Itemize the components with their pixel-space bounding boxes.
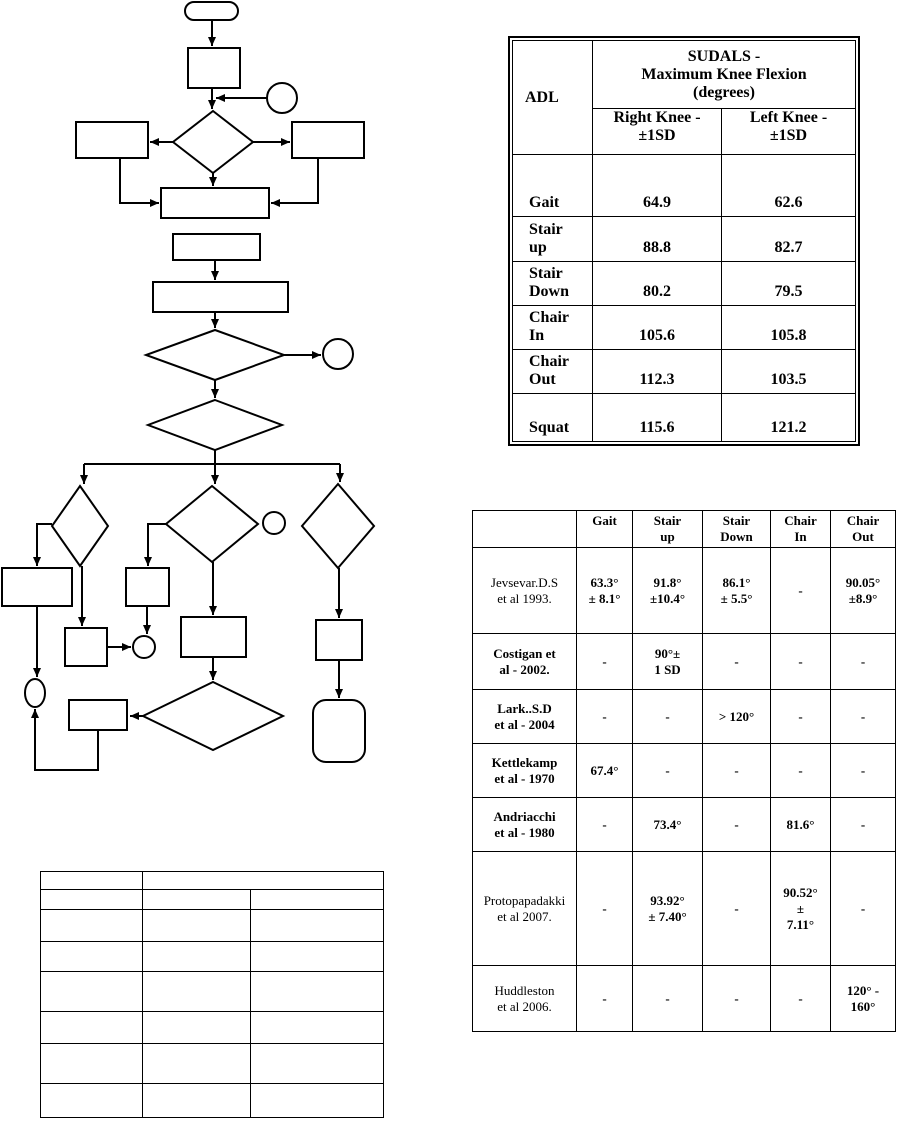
value-line: ±8.9° <box>848 590 878 606</box>
table-row <box>473 966 896 1032</box>
value-cell <box>633 690 703 744</box>
activity-label: Stair <box>529 220 563 238</box>
empty-cell <box>41 1044 143 1084</box>
flowchart-connector <box>323 339 353 369</box>
value-line: - <box>798 990 803 1006</box>
empty-cell <box>143 910 251 942</box>
reference-cell <box>473 798 577 852</box>
activity-label: Stair <box>529 264 563 282</box>
flowchart-process-box <box>316 620 362 660</box>
value-line: ± <box>796 900 805 916</box>
table-row <box>513 155 856 217</box>
value-cell <box>771 548 831 634</box>
right-knee-value: 88.8 <box>593 217 722 261</box>
reference-line: Kettlekamp <box>491 754 558 770</box>
left-knee-header <box>722 109 856 155</box>
reference-line: et al 2007. <box>497 908 552 924</box>
activity-cell <box>513 217 593 261</box>
right-knee-header-line: Right Knee - <box>613 109 701 127</box>
activity-label: Gait <box>529 194 560 212</box>
flowchart-process-box <box>76 122 148 158</box>
left-knee-value: 103.5 <box>722 349 856 393</box>
sudals-knee-flexion-table <box>512 40 856 442</box>
value-line: - <box>602 653 607 669</box>
value-cell <box>633 744 703 798</box>
flowchart-connector <box>25 679 45 707</box>
value-cell <box>577 966 633 1032</box>
value-cell <box>831 852 896 966</box>
activity-label: Down <box>529 282 570 300</box>
right-knee-value: 112.3 <box>593 349 722 393</box>
value-cell <box>771 798 831 852</box>
column-header <box>577 511 633 548</box>
value-line: ± 5.5° <box>720 590 753 606</box>
value-cell <box>577 548 633 634</box>
reference-line: Andriacchi <box>493 808 556 824</box>
left-knee-value: 79.5 <box>722 261 856 305</box>
empty-cell <box>41 972 143 1012</box>
value-cell <box>703 634 771 690</box>
reference-cell <box>473 966 577 1032</box>
value-cell <box>831 548 896 634</box>
value-line: ± 8.1° <box>588 590 621 606</box>
value-line: - <box>602 708 607 724</box>
flowchart-connector <box>133 636 155 658</box>
right-knee-value: 64.9 <box>593 155 722 217</box>
column-header <box>771 511 831 548</box>
value-cell <box>703 966 771 1032</box>
left-knee-header-line: Left Knee - <box>749 109 828 127</box>
activity-cell <box>513 349 593 393</box>
flowchart-connector <box>267 83 297 113</box>
activity-cell <box>513 393 593 441</box>
sudals-table-body <box>513 155 856 442</box>
value-line: - <box>860 708 866 724</box>
value-line: - <box>798 762 803 778</box>
empty-cell <box>251 972 384 1012</box>
reference-line: et al - 1980 <box>494 824 555 840</box>
value-cell <box>831 690 896 744</box>
value-cell <box>703 852 771 966</box>
value-line: - <box>734 653 739 669</box>
flowchart-process-box <box>2 568 72 606</box>
table-row <box>473 548 896 634</box>
value-cell <box>831 966 896 1032</box>
column-header-line: Stair <box>653 513 682 528</box>
value-cell <box>577 798 633 852</box>
value-line: - <box>602 816 607 832</box>
blank-table <box>40 871 384 1118</box>
reference-line: Lark..S.D <box>497 700 552 716</box>
table-row <box>513 393 856 441</box>
table-row <box>473 852 896 966</box>
sudals-header-line: Maximum Knee Flexion <box>641 65 807 83</box>
empty-cell <box>41 890 143 910</box>
column-header-line: Chair <box>846 513 880 528</box>
activity-cell <box>513 261 593 305</box>
table-row <box>473 744 896 798</box>
value-cell <box>703 548 771 634</box>
flowchart-decision <box>143 682 283 750</box>
flowchart-decision <box>173 111 253 173</box>
empty-cell <box>41 1012 143 1044</box>
literature-table-header-row <box>473 511 896 548</box>
flowchart-decision <box>52 486 108 566</box>
empty-cell <box>143 972 251 1012</box>
empty-cell <box>41 910 143 942</box>
table-row <box>41 910 384 942</box>
value-line: 63.3° <box>590 574 619 590</box>
literature-table-body <box>473 548 896 1032</box>
value-line: - <box>734 900 739 916</box>
value-line: ± 7.40° <box>648 908 687 924</box>
flowchart-connector <box>263 512 285 534</box>
value-cell <box>633 852 703 966</box>
value-cell <box>703 690 771 744</box>
flowchart-decision <box>166 486 258 562</box>
reference-line: Costigan et <box>493 645 556 661</box>
table-row <box>41 1084 384 1118</box>
right-knee-header <box>593 109 722 155</box>
adl-header: ADL <box>513 41 593 155</box>
value-cell <box>633 548 703 634</box>
table-row <box>41 972 384 1012</box>
column-header-line: Gait <box>592 513 617 528</box>
table-row <box>41 1012 384 1044</box>
flowchart-decision <box>148 400 282 450</box>
value-line: 73.4° <box>653 816 682 832</box>
value-line: 90.05° <box>845 574 881 590</box>
activity-cell <box>513 155 593 217</box>
table-row <box>473 634 896 690</box>
value-cell <box>577 744 633 798</box>
reference-line: Protopapadakki <box>483 892 566 908</box>
reference-cell <box>473 690 577 744</box>
left-knee-value: 62.6 <box>722 155 856 217</box>
reference-line: Jevsevar.D.S <box>490 574 559 590</box>
value-line: - <box>860 762 866 778</box>
value-line: 160° <box>850 998 876 1014</box>
flowchart-decision <box>302 484 374 568</box>
empty-cell <box>143 872 384 890</box>
table-row <box>513 305 856 349</box>
activity-label: In <box>529 326 545 344</box>
flowchart-process-box <box>161 188 269 218</box>
value-line: - <box>665 990 670 1006</box>
value-line: - <box>602 990 607 1006</box>
column-header <box>831 511 896 548</box>
value-cell <box>633 798 703 852</box>
flowchart-process-box <box>126 568 169 606</box>
reference-line: Huddleston <box>494 982 555 998</box>
value-cell <box>703 744 771 798</box>
column-header-line: Chair <box>784 513 817 528</box>
table-row <box>513 217 856 261</box>
flowchart-process-box <box>65 628 107 666</box>
empty-cell <box>41 1084 143 1118</box>
column-header <box>473 511 577 548</box>
value-cell <box>577 852 633 966</box>
value-line: - <box>602 900 607 916</box>
reference-cell <box>473 744 577 798</box>
value-line: ±10.4° <box>649 590 686 606</box>
literature-comparison-table <box>472 510 896 1032</box>
value-line: 120° - <box>846 982 880 998</box>
right-knee-value: 115.6 <box>593 393 722 441</box>
flowchart-process-box <box>153 282 288 312</box>
value-cell <box>771 690 831 744</box>
reference-cell <box>473 634 577 690</box>
table-row <box>41 1044 384 1084</box>
empty-cell <box>251 942 384 972</box>
value-line: - <box>734 816 739 832</box>
activity-label: Chair <box>529 308 569 326</box>
value-line: - <box>860 653 866 669</box>
column-header-line: Stair <box>722 513 751 528</box>
flowchart-decision <box>146 330 284 380</box>
right-knee-value: 80.2 <box>593 261 722 305</box>
value-line: - <box>860 900 866 916</box>
activity-cell <box>513 305 593 349</box>
reference-line: et al - 1970 <box>494 770 555 786</box>
empty-cell <box>251 1084 384 1118</box>
flowchart-start-terminal <box>185 2 238 20</box>
value-line: 90°± <box>654 645 681 661</box>
reference-cell <box>473 852 577 966</box>
value-line: 91.8° <box>653 574 682 590</box>
reference-line: et al - 2004 <box>494 716 555 732</box>
flowchart-process-box <box>69 700 127 730</box>
value-line: > 120° <box>718 708 755 724</box>
value-cell <box>771 634 831 690</box>
flowchart <box>0 0 470 800</box>
left-knee-header-line: ±1SD <box>769 127 808 145</box>
column-header <box>633 511 703 548</box>
reference-cell <box>473 548 577 634</box>
activity-label: Chair <box>529 352 569 370</box>
right-knee-value: 105.6 <box>593 305 722 349</box>
value-cell <box>577 690 633 744</box>
column-header <box>703 511 771 548</box>
empty-cell <box>143 890 251 910</box>
value-cell <box>771 966 831 1032</box>
column-header-line: Out <box>852 529 874 544</box>
activity-label: Squat <box>529 419 570 436</box>
value-line: - <box>665 762 670 778</box>
value-line: - <box>798 708 803 724</box>
value-line: 86.1° <box>722 574 751 590</box>
value-line: - <box>798 653 803 669</box>
empty-cell <box>41 942 143 972</box>
value-cell <box>703 798 771 852</box>
right-knee-header-line: ±1SD <box>638 127 676 145</box>
value-line: - <box>734 762 739 778</box>
table-row <box>513 261 856 305</box>
empty-cell <box>251 890 384 910</box>
value-line: 93.92° <box>650 892 685 908</box>
blank-table-body <box>41 872 384 1118</box>
value-cell <box>633 634 703 690</box>
table-row <box>513 349 856 393</box>
reference-line: et al 2006. <box>497 998 552 1014</box>
table-row <box>473 690 896 744</box>
value-line: - <box>665 708 670 724</box>
flowchart-end-terminal <box>313 700 365 762</box>
flowchart-process-box <box>173 234 260 260</box>
value-line: - <box>798 582 803 598</box>
left-knee-value: 82.7 <box>722 217 856 261</box>
empty-cell <box>143 1012 251 1044</box>
table-row <box>473 798 896 852</box>
left-knee-value: 121.2 <box>722 393 856 441</box>
column-header-line: In <box>794 529 807 544</box>
table-row <box>41 872 384 890</box>
flowchart-process-box <box>181 617 246 657</box>
value-line: 81.6° <box>786 816 815 832</box>
value-line: 7.11° <box>786 916 815 932</box>
table-row <box>41 890 384 910</box>
value-cell <box>771 744 831 798</box>
value-cell <box>771 852 831 966</box>
value-line: 67.4° <box>590 762 619 778</box>
empty-cell <box>251 910 384 942</box>
value-line: 90.52° <box>783 884 818 900</box>
activity-label: Out <box>529 370 556 388</box>
sudals-header-line: SUDALS - <box>687 47 761 65</box>
empty-cell <box>251 1044 384 1084</box>
empty-cell <box>143 942 251 972</box>
value-line: - <box>734 990 739 1006</box>
sudals-header <box>593 41 856 109</box>
flowchart-process-box <box>188 48 240 88</box>
empty-cell <box>251 1012 384 1044</box>
table-row <box>41 942 384 972</box>
value-line: - <box>860 816 866 832</box>
value-cell <box>577 634 633 690</box>
empty-cell <box>41 872 143 890</box>
empty-cell <box>143 1084 251 1118</box>
empty-cell <box>143 1044 251 1084</box>
reference-line: al - 2002. <box>499 661 550 677</box>
column-header-line: Down <box>720 529 753 544</box>
reference-line: et al 1993. <box>497 590 552 606</box>
sudals-table-frame <box>508 36 860 446</box>
column-header-line: up <box>660 529 675 544</box>
value-cell <box>831 744 896 798</box>
flowchart-process-box <box>292 122 364 158</box>
sudals-header-line: (degrees) <box>693 83 755 101</box>
activity-label: up <box>529 238 547 256</box>
value-cell <box>831 798 896 852</box>
value-cell <box>831 634 896 690</box>
value-line: 1 SD <box>654 661 681 677</box>
value-cell <box>633 966 703 1032</box>
left-knee-value: 105.8 <box>722 305 856 349</box>
